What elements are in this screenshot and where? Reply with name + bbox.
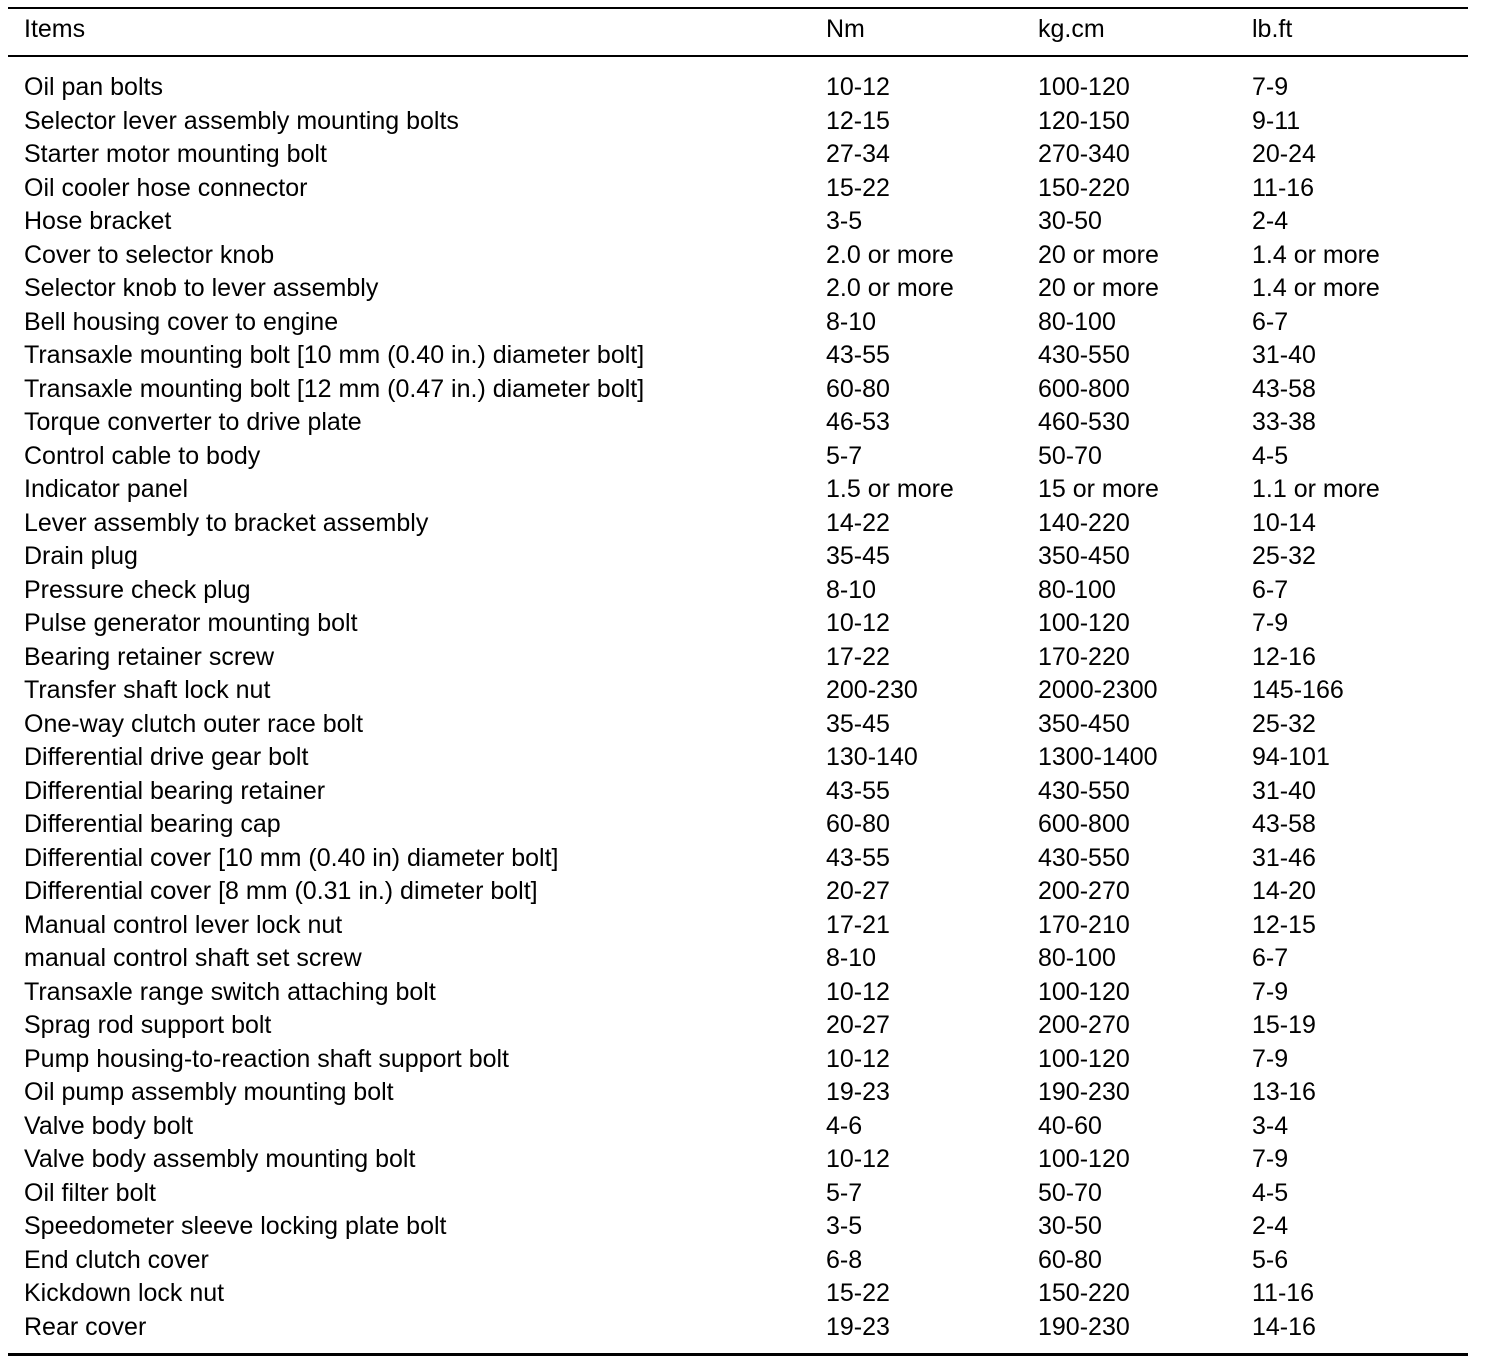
kgcm-cell: 15 or more — [1038, 475, 1159, 503]
nm-cell: 14-22 — [826, 508, 890, 537]
table-row — [24, 574, 1454, 608]
table-top-rule — [8, 7, 1468, 9]
item-cell: Rear cover — [24, 1312, 147, 1341]
item-cell: Oil filter bolt — [24, 1178, 156, 1207]
item-cell: Kickdown lock nut — [24, 1279, 225, 1307]
item-cell: Oil pan bolts — [24, 73, 163, 101]
item-cell: Sprag rod support bolt — [24, 1011, 272, 1039]
item-cell: Speedometer sleeve locking plate bolt — [24, 1212, 447, 1240]
nm-cell: 10-12 — [826, 609, 890, 637]
lbft-cell: 6-7 — [1252, 575, 1289, 604]
lbft-cell: 6-7 — [1252, 307, 1289, 336]
table-row — [24, 674, 1454, 708]
kgcm-cell: 430-550 — [1038, 843, 1130, 872]
nm-cell: 3-5 — [826, 207, 863, 235]
item-cell: Transfer shaft lock nut — [24, 676, 271, 704]
nm-cell: 19-23 — [826, 1078, 890, 1106]
kgcm-cell: 200-270 — [1038, 1011, 1130, 1039]
item-cell: Valve body bolt — [24, 1111, 194, 1140]
kgcm-cell: 30-50 — [1038, 207, 1102, 235]
nm-cell: 4-6 — [826, 1111, 863, 1140]
nm-cell: 46-53 — [826, 408, 890, 436]
lbft-cell: 43-58 — [1252, 374, 1316, 403]
table-row — [24, 1076, 1454, 1110]
kgcm-cell: 100-120 — [1038, 977, 1130, 1006]
lbft-cell: 12-16 — [1252, 642, 1316, 671]
table-row — [24, 909, 1454, 943]
lbft-cell: 1.1 or more — [1252, 475, 1380, 503]
item-cell: Differential bearing cap — [24, 810, 281, 838]
kgcm-cell: 40-60 — [1038, 1111, 1102, 1140]
nm-cell: 20-27 — [826, 1011, 890, 1039]
table-row — [24, 875, 1454, 909]
header-spacer — [24, 48, 1454, 71]
kgcm-cell: 350-450 — [1038, 542, 1130, 570]
nm-cell: 5-7 — [826, 1178, 863, 1207]
table-row — [24, 205, 1454, 239]
lbft-cell: 4-5 — [1252, 1178, 1289, 1207]
kgcm-cell: 120-150 — [1038, 106, 1130, 135]
nm-cell: 10-12 — [826, 73, 890, 101]
lbft-cell: 7-9 — [1252, 1044, 1289, 1073]
kgcm-cell: 60-80 — [1038, 1245, 1102, 1274]
table-row — [24, 507, 1454, 541]
table-row — [24, 842, 1454, 876]
nm-cell: 43-55 — [826, 776, 890, 805]
kgcm-cell: 80-100 — [1038, 575, 1116, 604]
item-cell: Differential cover [8 mm (0.31 in.) dimeter bolt] — [24, 877, 538, 905]
item-cell: Valve body assembly mounting bolt — [24, 1145, 416, 1173]
nm-cell: 2.0 or more — [826, 274, 954, 302]
table-row — [24, 272, 1454, 306]
column-header-nm: Nm — [826, 14, 865, 43]
table-row — [24, 1311, 1454, 1345]
lbft-cell: 11-16 — [1252, 173, 1315, 202]
table-row — [24, 339, 1454, 373]
kgcm-cell: 350-450 — [1038, 709, 1130, 738]
item-cell: Pressure check plug — [24, 575, 251, 604]
kgcm-cell: 20 or more — [1038, 240, 1159, 269]
item-cell: Transaxle mounting bolt [12 mm (0.47 in.) diameter bolt] — [24, 374, 645, 403]
lbft-cell: 25-32 — [1252, 542, 1316, 570]
table-row — [24, 239, 1454, 273]
nm-cell: 43-55 — [826, 843, 890, 872]
kgcm-cell: 270-340 — [1038, 140, 1130, 168]
item-cell: Oil cooler hose connector — [24, 173, 308, 202]
item-cell: Bell housing cover to engine — [24, 307, 339, 336]
lbft-cell: 20-24 — [1252, 140, 1316, 168]
lbft-cell: 13-16 — [1252, 1078, 1316, 1106]
kgcm-cell: 1300-1400 — [1038, 743, 1158, 771]
kgcm-cell: 200-270 — [1038, 877, 1130, 905]
item-cell: Pump housing-to-reaction shaft support bolt — [24, 1044, 509, 1073]
lbft-cell: 7-9 — [1252, 73, 1289, 101]
table-row — [24, 1043, 1454, 1077]
kgcm-cell: 190-230 — [1038, 1078, 1130, 1106]
table-row — [24, 1277, 1454, 1311]
item-cell: Transaxle mounting bolt [10 mm (0.40 in.) diameter bolt] — [24, 341, 645, 369]
lbft-cell: 6-7 — [1252, 944, 1289, 972]
table-row — [24, 105, 1454, 139]
nm-cell: 17-21 — [826, 910, 890, 939]
item-cell: Starter motor mounting bolt — [24, 140, 327, 168]
table-row — [24, 741, 1454, 775]
lbft-cell: 33-38 — [1252, 408, 1316, 436]
kgcm-cell: 600-800 — [1038, 374, 1130, 403]
kgcm-cell: 170-210 — [1038, 910, 1130, 939]
item-cell: Differential drive gear bolt — [24, 743, 309, 771]
kgcm-cell: 170-220 — [1038, 642, 1130, 671]
nm-cell: 3-5 — [826, 1212, 863, 1240]
kgcm-cell: 100-120 — [1038, 1044, 1130, 1073]
nm-cell: 17-22 — [826, 642, 890, 671]
kgcm-cell: 30-50 — [1038, 1212, 1102, 1240]
table-row — [24, 406, 1454, 440]
kgcm-cell: 150-220 — [1038, 1279, 1130, 1307]
table-row — [24, 138, 1454, 172]
kgcm-cell: 50-70 — [1038, 1178, 1102, 1207]
item-cell: Manual control lever lock nut — [24, 910, 343, 939]
lbft-cell: 14-20 — [1252, 877, 1316, 905]
table-row — [24, 1009, 1454, 1043]
kgcm-cell: 100-120 — [1038, 609, 1130, 637]
item-cell: Indicator panel — [24, 475, 189, 503]
nm-cell: 60-80 — [826, 810, 890, 838]
lbft-cell: 25-32 — [1252, 709, 1316, 738]
nm-cell: 130-140 — [826, 743, 918, 771]
lbft-cell: 145-166 — [1252, 676, 1344, 704]
nm-cell: 12-15 — [826, 106, 890, 135]
table-bottom-rule — [8, 1353, 1468, 1356]
item-cell: Oil pump assembly mounting bolt — [24, 1078, 394, 1106]
item-cell: Transaxle range switch attaching bolt — [24, 977, 436, 1006]
lbft-cell: 1.4 or more — [1252, 274, 1380, 302]
table-row — [24, 473, 1454, 507]
lbft-cell: 2-4 — [1252, 207, 1289, 235]
table-row — [24, 775, 1454, 809]
kgcm-cell: 430-550 — [1038, 776, 1130, 805]
table-row — [24, 1110, 1454, 1144]
nm-cell: 27-34 — [826, 140, 890, 168]
nm-cell: 19-23 — [826, 1312, 890, 1341]
table-row — [24, 1244, 1454, 1278]
table-row — [24, 440, 1454, 474]
kgcm-cell: 50-70 — [1038, 441, 1102, 470]
item-cell: Torque converter to drive plate — [24, 408, 362, 436]
nm-cell: 8-10 — [826, 307, 877, 336]
item-cell: Selector knob to lever assembly — [24, 274, 379, 302]
kgcm-cell: 140-220 — [1038, 508, 1130, 537]
item-cell: Hose bracket — [24, 207, 172, 235]
item-cell: Selector lever assembly mounting bolts — [24, 106, 459, 135]
table-row — [24, 1177, 1454, 1211]
item-cell: Pulse generator mounting bolt — [24, 609, 358, 637]
kgcm-cell: 2000-2300 — [1038, 676, 1158, 704]
lbft-cell: 11-16 — [1252, 1279, 1315, 1307]
table-row — [24, 708, 1454, 742]
table-row — [24, 172, 1454, 206]
column-header-items: Items — [24, 14, 86, 43]
item-cell: One-way clutch outer race bolt — [24, 709, 364, 738]
nm-cell: 200-230 — [826, 676, 918, 704]
nm-cell: 35-45 — [826, 542, 890, 570]
nm-cell: 6-8 — [826, 1245, 863, 1274]
lbft-cell: 9-11 — [1252, 106, 1301, 135]
nm-cell: 10-12 — [826, 1044, 890, 1073]
lbft-cell: 7-9 — [1252, 977, 1289, 1006]
nm-cell: 8-10 — [826, 575, 877, 604]
table-row — [24, 540, 1454, 574]
item-cell: Differential cover [10 mm (0.40 in) diameter bolt] — [24, 843, 559, 872]
nm-cell: 60-80 — [826, 374, 890, 403]
table-row — [24, 607, 1454, 641]
nm-cell: 43-55 — [826, 341, 890, 369]
lbft-cell: 43-58 — [1252, 810, 1316, 838]
kgcm-cell: 100-120 — [1038, 1145, 1130, 1173]
lbft-cell: 1.4 or more — [1252, 240, 1380, 269]
lbft-cell: 7-9 — [1252, 1145, 1289, 1173]
item-cell: Lever assembly to bracket assembly — [24, 508, 429, 537]
nm-cell: 10-12 — [826, 977, 890, 1006]
lbft-cell: 31-46 — [1252, 843, 1316, 872]
kgcm-cell: 190-230 — [1038, 1312, 1130, 1341]
item-cell: Cover to selector knob — [24, 240, 275, 269]
lbft-cell: 4-5 — [1252, 441, 1289, 470]
column-header-lbft: lb.ft — [1252, 14, 1293, 43]
table-row — [24, 808, 1454, 842]
lbft-cell: 7-9 — [1252, 609, 1289, 637]
item-cell: Control cable to body — [24, 441, 261, 470]
nm-cell: 20-27 — [826, 877, 890, 905]
item-cell: End clutch cover — [24, 1245, 209, 1274]
item-cell: Differential bearing retainer — [24, 776, 326, 805]
column-header-kgcm: kg.cm — [1038, 14, 1105, 43]
item-cell: Drain plug — [24, 542, 138, 570]
lbft-cell: 15-19 — [1252, 1011, 1316, 1039]
table-row — [24, 1210, 1454, 1244]
lbft-cell: 12-15 — [1252, 910, 1316, 939]
lbft-cell: 31-40 — [1252, 776, 1316, 805]
table-row — [24, 373, 1454, 407]
nm-cell: 15-22 — [826, 1279, 890, 1307]
item-cell: manual control shaft set screw — [24, 944, 362, 972]
nm-cell: 15-22 — [826, 173, 890, 202]
nm-cell: 2.0 or more — [826, 240, 954, 269]
kgcm-cell: 100-120 — [1038, 73, 1130, 101]
table-row — [24, 641, 1454, 675]
lbft-cell: 5-6 — [1252, 1245, 1289, 1274]
kgcm-cell: 460-530 — [1038, 408, 1130, 436]
kgcm-cell: 20 or more — [1038, 274, 1159, 302]
lbft-cell: 10-14 — [1252, 508, 1316, 537]
lbft-cell: 31-40 — [1252, 341, 1316, 369]
lbft-cell: 14-16 — [1252, 1312, 1316, 1341]
kgcm-cell: 430-550 — [1038, 341, 1130, 369]
lbft-cell: 2-4 — [1252, 1212, 1289, 1240]
nm-cell: 35-45 — [826, 709, 890, 738]
table-row — [24, 306, 1454, 340]
kgcm-cell: 150-220 — [1038, 173, 1130, 202]
nm-cell: 5-7 — [826, 441, 863, 470]
kgcm-cell: 600-800 — [1038, 810, 1130, 838]
nm-cell: 8-10 — [826, 944, 877, 972]
header-row — [24, 10, 1454, 48]
kgcm-cell: 80-100 — [1038, 944, 1116, 972]
item-cell: Bearing retainer screw — [24, 642, 275, 671]
lbft-cell: 3-4 — [1252, 1111, 1289, 1140]
nm-cell: 10-12 — [826, 1145, 890, 1173]
kgcm-cell: 80-100 — [1038, 307, 1116, 336]
table-row — [24, 942, 1454, 976]
table-row — [24, 71, 1454, 105]
table-row — [24, 1143, 1454, 1177]
lbft-cell: 94-101 — [1252, 743, 1330, 771]
torque-spec-table — [24, 10, 1454, 1344]
nm-cell: 1.5 or more — [826, 475, 954, 503]
table-row — [24, 976, 1454, 1010]
